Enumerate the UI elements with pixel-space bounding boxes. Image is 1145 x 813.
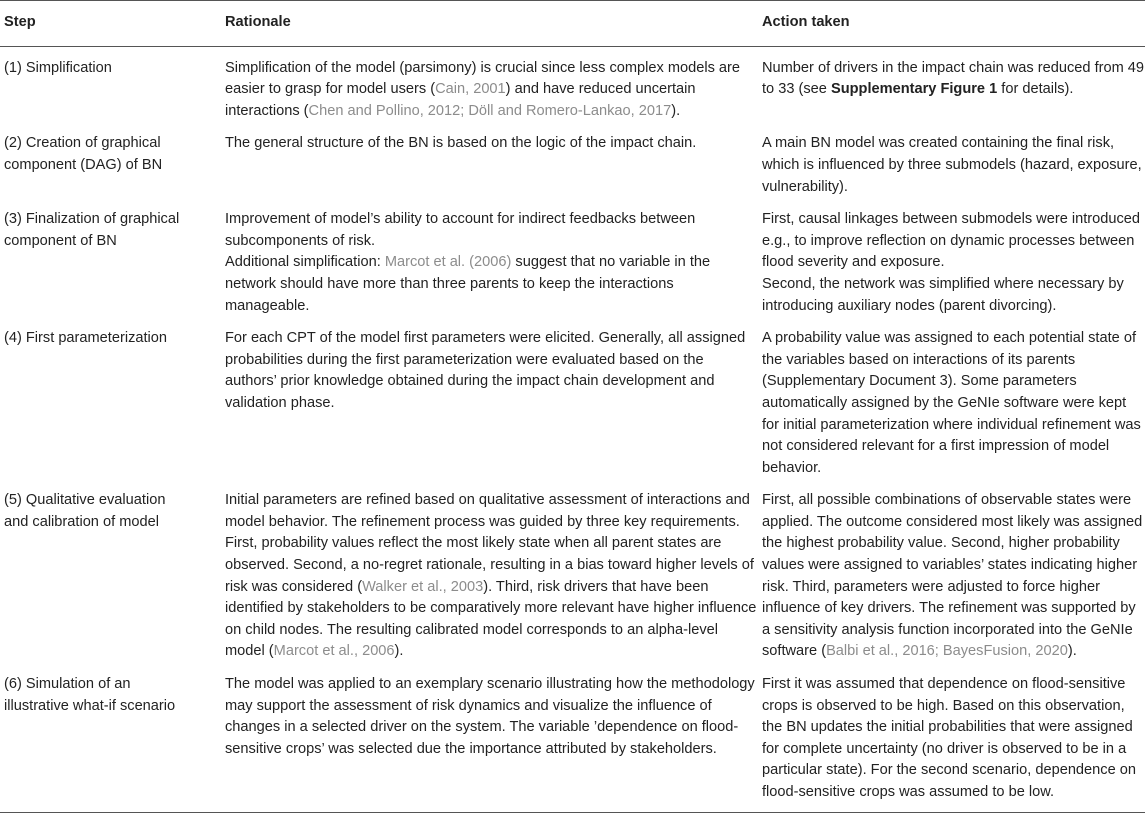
rationale-text: ) and have reduced uncertain interactions ( [225, 81, 696, 119]
table-row [0, 127, 1145, 203]
step-label: (1) Simplification [4, 59, 112, 76]
supplementary-figure-link[interactable]: Supplementary Figure 1 [830, 81, 998, 98]
table-row [0, 203, 1145, 322]
table-header [0, 1, 1145, 47]
action-text: Number of drivers in the impact chain was reduced from 49 to 33 (see [762, 59, 1145, 98]
rationale-text: Simplification of the model (parsimony) is crucial since less complex models are easier to grasp for model users ( [225, 59, 741, 98]
step-cell [0, 322, 221, 484]
action-text: ). [1067, 643, 1077, 660]
table-row [0, 46, 1145, 127]
table-row [0, 668, 1145, 812]
step-label: (5) Qualitative evaluation [4, 492, 166, 509]
action-cell [758, 46, 1145, 127]
rationale-cell [221, 46, 758, 127]
citation-link[interactable]: Walker et al., 2003 [362, 578, 484, 595]
action-text: for details). [997, 81, 1074, 98]
table-row [0, 484, 1145, 668]
action-cell: A main BN model was created containing the final risk, which is influenced by three submodels (hazard, exposure, vulnerability). [762, 135, 1142, 195]
table-row [0, 322, 1145, 484]
step-label: illustrative what-if scenario [4, 697, 176, 714]
action-cell [758, 484, 1145, 668]
citation-link[interactable]: Chen and Pollino, 2012; Döll and Romero-Lankao, 2017 [308, 102, 672, 119]
header-step: Step [4, 14, 36, 30]
citation-link[interactable]: Marcot et al., 2006 [273, 643, 395, 660]
rationale-text: ). Third, risk drivers that have been identified by stakeholders to be comparatively more relevant have higher influence on child nodes. The resulting calibrated model corresponds to an alpha-level model ( [225, 578, 757, 660]
action-text: First, causal linkages between submodels were introduced e.g., to improve reflection on dynamic processes between flood severity and exposure. [762, 211, 1141, 271]
step-label: (6) Simulation of an [4, 676, 131, 693]
rationale-text: Initial parameters are refined based on qualitative assessment of interactions and model behavior. The refinement process was guided by three key requirements. First, probability values reflect the most likely state when all parent states are observed. Second, a no-regret rationale, resulting in a bias toward higher levels of risk was considered ( [225, 492, 754, 595]
citation-link[interactable]: Marcot et al. (2006) [384, 254, 512, 271]
rationale-cell [221, 203, 758, 322]
rationale-cell: The model was applied to an exemplary scenario illustrating how the methodology may support the assessment of risk dynamics and visualize the influence of changes in a selected driver on the system. The variable ’dependence on flood-sensitive crops’ was selected due the importance attributed by stakeholders. [225, 676, 755, 757]
header-rationale: Rationale [225, 14, 291, 30]
step-label: (2) Creation of graphical [4, 135, 161, 152]
action-cell: A probability value was assigned to each potential state of the variables based on interactions of its parents (Supplementary Document 3). Some parameters automatically assigned by the GeNIe software were kept for initial parameterization where individual refinement was not considered relevant for a first impression of model behavior. [762, 330, 1141, 476]
action-text: Second, the network was simplified where necessary by introducing auxiliary nodes (parent divorcing). [762, 275, 1124, 314]
rationale-text: suggest that no variable in the network should have more than three parents to keep the interactions manageable. [225, 254, 711, 314]
step-cell [0, 127, 221, 203]
rationale-text: ). [671, 102, 681, 119]
step-label: component (DAG) of BN [4, 156, 163, 173]
rationale-text: Additional simplification: [225, 254, 385, 271]
step-cell [0, 668, 221, 812]
header-action: Action taken [762, 14, 850, 30]
action-text: First, all possible combinations of observable states were applied. The outcome considered most likely was assigned the highest probability value. Second, higher probability values were assigned to variables’ states indicating higher risk. Third, parameters were adjusted to force higher influence of key drivers. The refinement was supported by a sensitivity analysis function incorporated into the GeNIe software ( [762, 492, 1143, 660]
step-label: component of BN [4, 232, 117, 249]
rationale-cell: For each CPT of the model first parameters were elicited. Generally, all assigned probabilities during the first parameterization were evaluated based on the authors’ prior knowledge obtained during the impact chain development and validation phase. [225, 330, 746, 411]
table-body [0, 46, 1145, 812]
step-cell [0, 203, 221, 322]
step-label: and calibration of model [4, 513, 159, 530]
header-row [0, 1, 1145, 47]
step-label: (3) Finalization of graphical [4, 211, 180, 228]
rationale-text: Improvement of model’s ability to account for indirect feedbacks between subcomponents of risk. [225, 211, 696, 249]
rationale-cell: The general structure of the BN is based on the logic of the impact chain. [225, 135, 697, 152]
action-cell [758, 203, 1145, 322]
citation-link[interactable]: Balbi et al., 2016; BayesFusion, 2020 [826, 643, 1068, 660]
rationale-text: ). [394, 643, 404, 660]
step-cell [0, 46, 221, 127]
action-cell: First it was assumed that dependence on flood-sensitive crops is observed to be high. Based on this observation, the BN updates the initial probabilities that were assigned for complete uncertainty (no driver is observed to be in a particular state). For the second scenario, dependence on flood-sensitive crops was assumed to be low. [762, 676, 1136, 800]
step-label: (4) First parameterization [4, 330, 168, 347]
citation-link[interactable]: Cain, 2001 [435, 81, 506, 98]
rationale-cell [221, 484, 758, 668]
step-cell [0, 484, 221, 668]
